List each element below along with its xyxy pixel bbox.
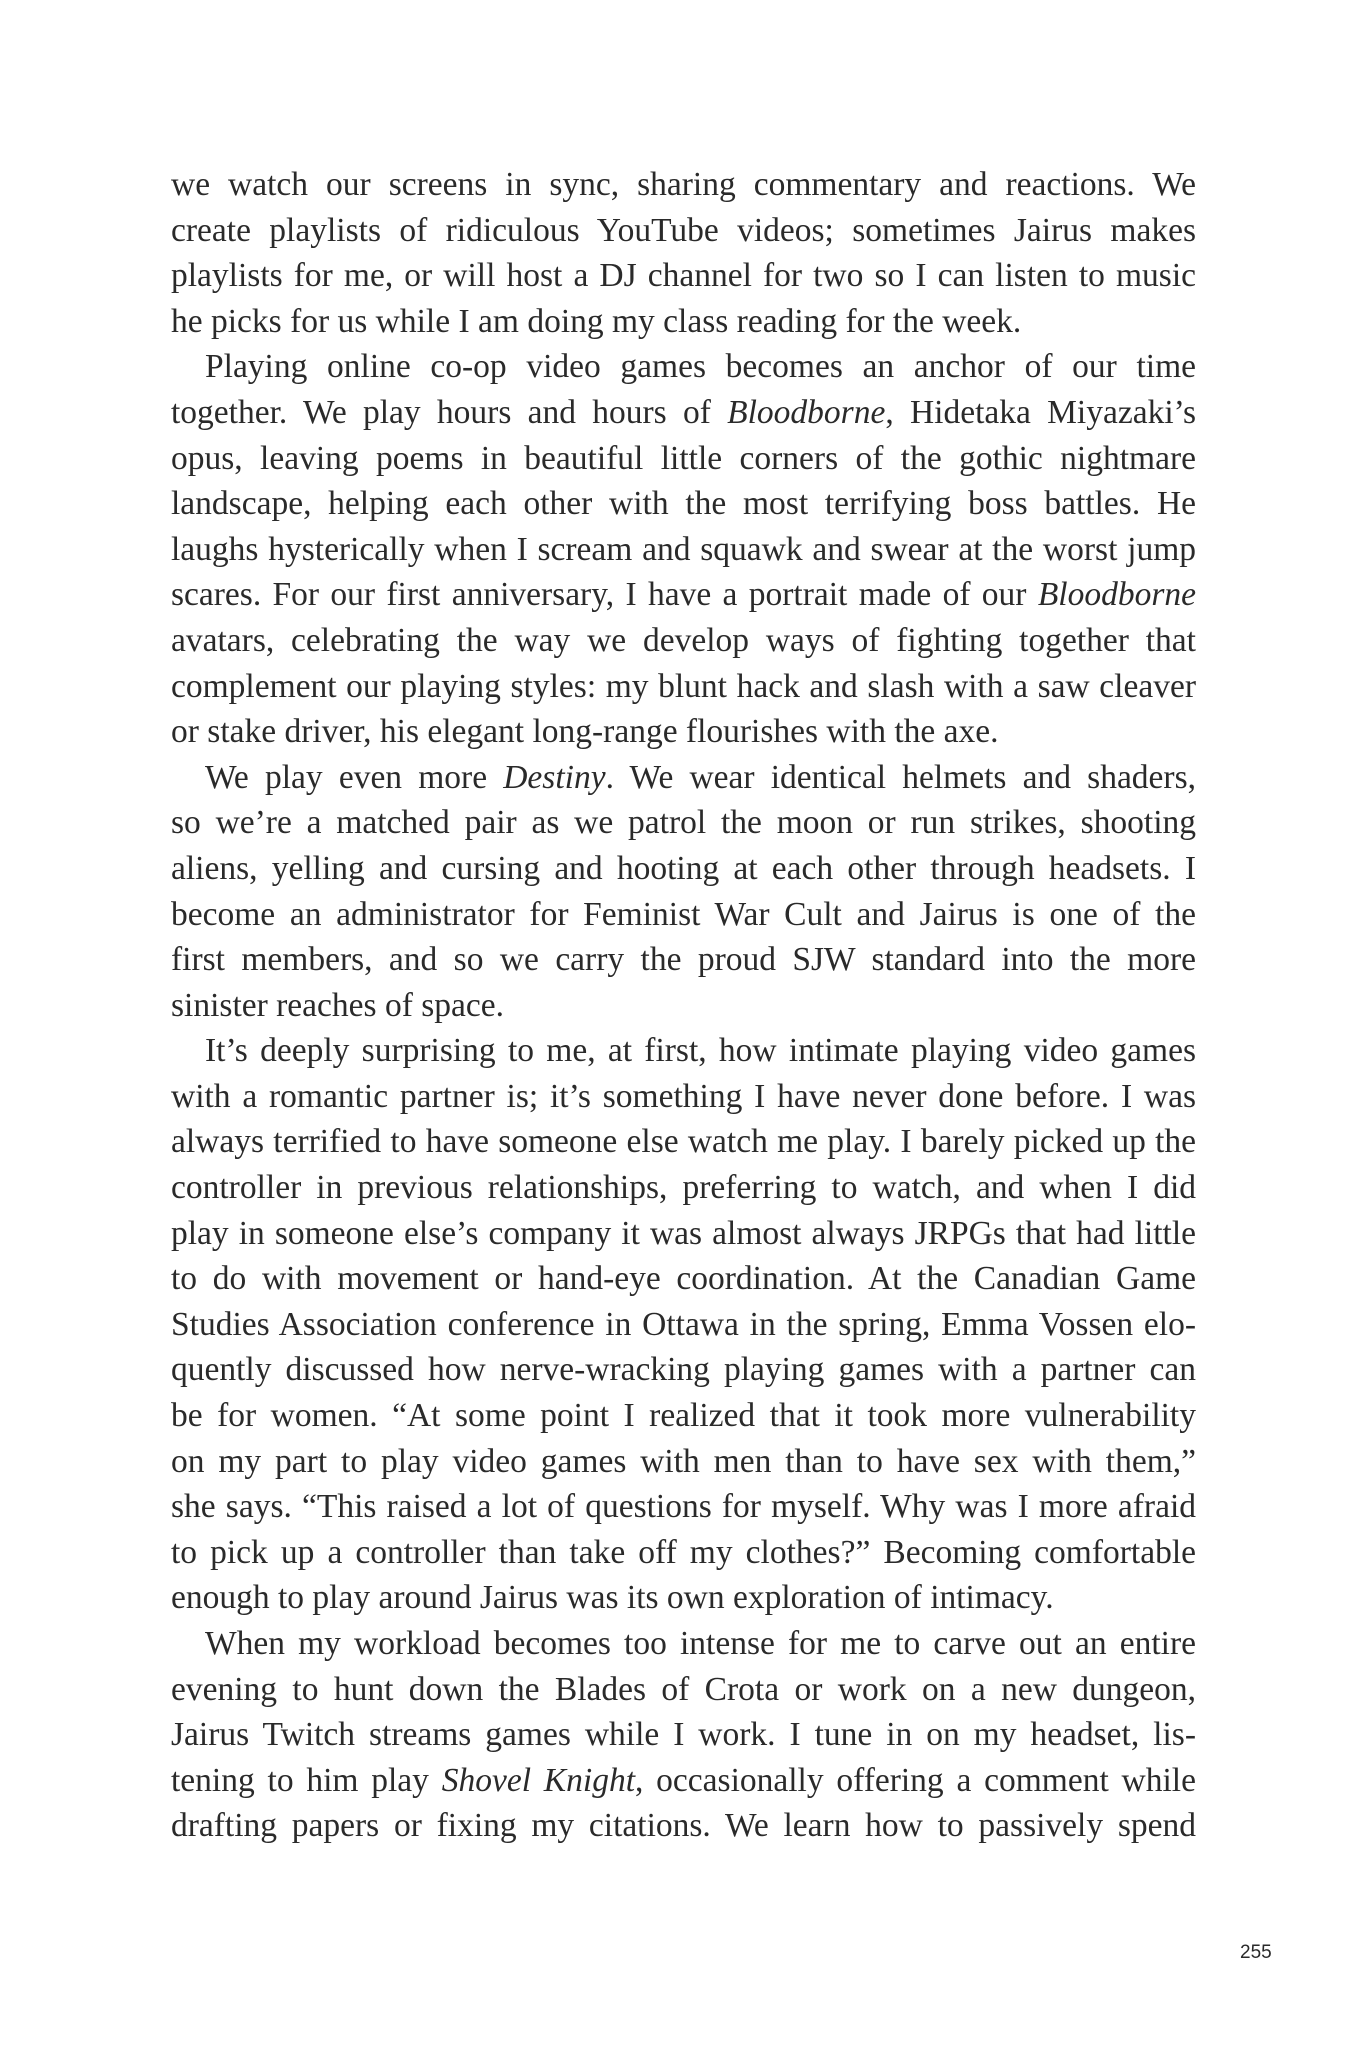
text-line: to do with movement or hand-eye coordination. At the Canadian Game: [171, 1260, 1196, 1298]
text-line: laughs hysterically when I scream and squawk and swear at the worst jump: [171, 530, 1196, 568]
text-line: become an administrator for Feminist War Cult and Jairus is one of the: [171, 895, 1196, 933]
text-line: drafting papers or fixing my citations. We learn how to passively spend: [171, 1807, 1196, 1845]
text-line: so we’re a matched pair as we patrol the moon or run strikes, shooting: [171, 804, 1196, 842]
text-line: always terrified to have someone else watch me play. I barely picked up the: [171, 1123, 1196, 1161]
text-line: be for women. “At some point I realized that it took more vulnerability: [171, 1397, 1196, 1435]
text-line: with a romantic partner is; it’s something I have never done before. I was: [171, 1077, 1196, 1115]
text-line: he picks for us while I am doing my class reading for the week.: [171, 302, 1022, 340]
text-line: landscape, helping each other with the most terrifying boss battles. He: [171, 485, 1196, 523]
text-line: Studies Association conference in Ottawa in the spring, Emma Vossen elo-: [171, 1305, 1196, 1343]
text-line: When my workload becomes too intense for me to carve out an entire: [205, 1625, 1196, 1662]
text-line: to pick up a controller than take off my clothes?” Becoming comfortable: [171, 1533, 1196, 1571]
text-line: controller in previous relationships, preferring to watch, and when I did: [171, 1169, 1196, 1207]
text-line: quently discussed how nerve-wracking playing games with a partner can: [171, 1351, 1196, 1389]
text-line: aliens, yelling and cursing and hooting at each other through headsets. I: [171, 849, 1196, 887]
text-line: enough to play around Jairus was its own exploration of intimacy.: [171, 1579, 1054, 1617]
text-line: on my part to play video games with men than to have sex with them,”: [171, 1442, 1196, 1480]
body-text: [171, 162, 1196, 1849]
text-line: together. We play hours and hours of Bloodborne, Hidetaka Miyazaki’s: [171, 393, 1196, 431]
text-line: opus, leaving poems in beautiful little corners of the gothic nightmare: [171, 439, 1196, 477]
text-line: play in someone else’s company it was almost always JRPGs that had little: [171, 1214, 1196, 1252]
text-line: It’s deeply surprising to me, at first, how intimate playing video games: [205, 1032, 1196, 1070]
page-number: 255: [1240, 1942, 1272, 1963]
text-line: sinister reaches of space.: [171, 986, 504, 1024]
text-line: playlists for me, or will host a DJ channel for two so I can listen to music: [171, 257, 1196, 295]
text-line: Playing online co-op video games becomes an anchor of our time: [205, 348, 1196, 386]
text-line: scares. For our first anniversary, I have a portrait made of our Bloodborne: [171, 576, 1196, 614]
text-line: or stake driver, his elegant long-range flourishes with the axe.: [171, 713, 999, 751]
text-line: complement our playing styles: my blunt hack and slash with a saw cleaver: [171, 667, 1196, 705]
text-line: she says. “This raised a lot of questions for myself. Why was I more afraid: [171, 1488, 1196, 1526]
text-line: tening to him play Shovel Knight, occasionally offering a comment while: [171, 1761, 1196, 1799]
text-line: Jairus Twitch streams games while I work. I tune in on my headset, lis-: [171, 1716, 1196, 1754]
text-line: avatars, celebrating the way we develop ways of fighting together that: [171, 621, 1196, 659]
text-line: create playlists of ridiculous YouTube videos; sometimes Jairus makes: [171, 211, 1196, 249]
text-line: We play even more Destiny. We wear identical helmets and shaders,: [205, 758, 1196, 796]
text-line: first members, and so we carry the proud SJW standard into the more: [171, 941, 1196, 979]
text-line: we watch our screens in sync, sharing commentary and reactions. We: [171, 166, 1196, 203]
text-line: evening to hunt down the Blades of Crota or work on a new dungeon,: [171, 1670, 1196, 1708]
